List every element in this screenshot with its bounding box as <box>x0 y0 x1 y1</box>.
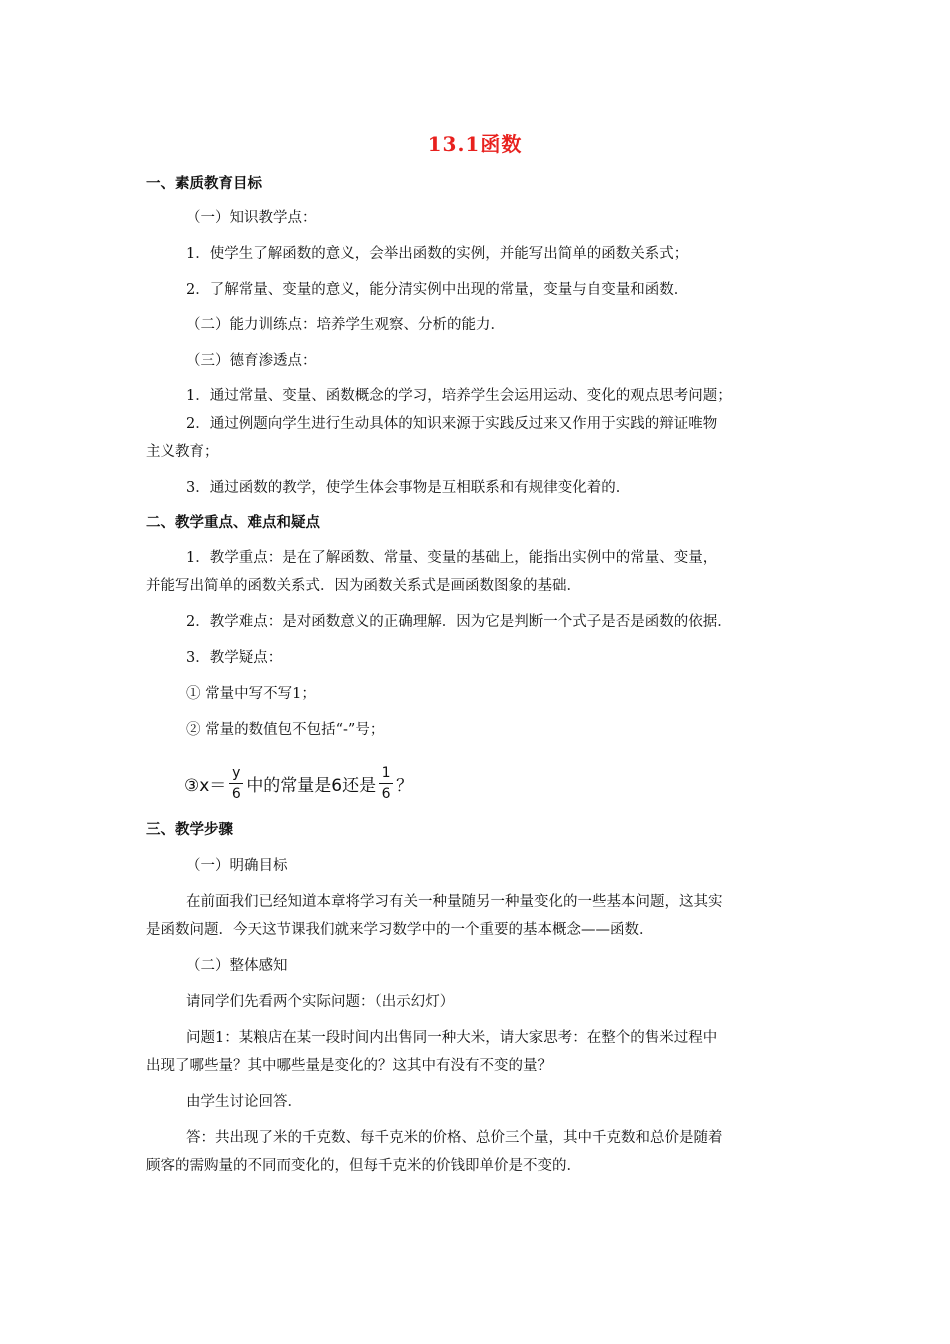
s3-paragraph-continued: 出现了哪些量？其中哪些量是变化的？这其中有没有不变的量？ <box>146 1058 552 1074</box>
fraction-1-over-6 <box>379 765 393 802</box>
s1-paragraph: 2．了解常量、变量的意义，能分清实例中出现的常量，变量与自变量和函数． <box>186 282 689 298</box>
s3-paragraph: 请同学们先看两个实际问题：（出示幻灯） <box>186 994 455 1010</box>
fraction-y-over-6 <box>229 765 243 802</box>
s3-paragraph: 答：共出现了米的千克数、每千克米的价格、总价三个量，其中千克数和总价是随着 <box>186 1130 723 1146</box>
formula-middle: 中的常量是6还是 <box>246 775 377 796</box>
page-title: 13.1函数 <box>427 132 523 156</box>
s1-paragraph: 1．通过常量、变量、函数概念的学习，培养学生会运用运动、变化的观点思考问题； <box>186 388 732 404</box>
formula-suffix: ？ <box>396 775 414 796</box>
s1-subheading-ability: （二）能力训练点：培养学生观察、分析的能力． <box>186 317 505 333</box>
s2-question-1: ① 常量中写不写1； <box>186 686 316 702</box>
s1-paragraph-continued: 主义教育； <box>146 444 219 460</box>
s2-question-2: ② 常量的数值包不包括“-”号； <box>186 722 385 738</box>
s3-subheading-goal: （一）明确目标 <box>186 858 288 874</box>
s2-question-3-formula <box>184 760 413 806</box>
s2-paragraph: 1．教学重点：是在了解函数、常量、变量的基础上，能指出实例中的常量、变量， <box>186 550 718 566</box>
s1-subheading-knowledge: （一）知识教学点： <box>186 210 317 226</box>
s3-paragraph-continued: 顾客的需购量的不同而变化的，但每千克米的价钱即单价是不变的． <box>146 1158 581 1174</box>
s1-paragraph: 1．使学生了解函数的意义，会举出函数的实例，并能写出简单的函数关系式； <box>186 246 689 262</box>
fraction-numerator: y <box>232 764 241 781</box>
fraction-denominator: 6 <box>231 785 241 802</box>
formula-prefix: ③x＝ <box>184 775 227 796</box>
s3-paragraph: 在前面我们已经知道本章将学习有关一种量随另一种量变化的一些基本问题，这其实 <box>186 894 723 910</box>
section-3-heading: 三、教学步骤 <box>146 821 233 838</box>
s3-paragraph: 问题1：某粮店在某一段时间内出售同一种大米，请大家思考：在整个的售米过程中 <box>186 1030 718 1046</box>
s2-paragraph: 2．教学难点：是对函数意义的正确理解．因为它是判断一个式子是否是函数的依据． <box>186 614 732 630</box>
s3-paragraph: 由学生讨论回答． <box>186 1094 302 1110</box>
section-1-heading: 一、素质教育目标 <box>146 175 262 192</box>
s1-subheading-moral: （三）德育渗透点： <box>186 353 317 369</box>
s2-paragraph: 3．教学疑点： <box>186 650 283 666</box>
fraction-numerator: 1 <box>381 764 391 781</box>
s3-paragraph-continued: 是函数问题．今天这节课我们就来学习数学中的一个重要的基本概念——函数． <box>146 922 654 938</box>
s2-paragraph-continued: 并能写出简单的函数关系式．因为函数关系式是画函数图象的基础． <box>146 578 581 594</box>
s1-paragraph: 3．通过函数的教学，使学生体会事物是互相联系和有规律变化着的． <box>186 480 631 496</box>
s1-paragraph: 2．通过例题向学生进行生动具体的知识来源于实践反过来又作用于实践的辩证唯物 <box>186 416 718 432</box>
fraction-bar <box>229 783 243 784</box>
section-2-heading: 二、教学重点、难点和疑点 <box>146 514 320 531</box>
fraction-bar <box>379 783 393 784</box>
fraction-denominator: 6 <box>381 785 391 802</box>
s3-subheading-overview: （二）整体感知 <box>186 958 288 974</box>
